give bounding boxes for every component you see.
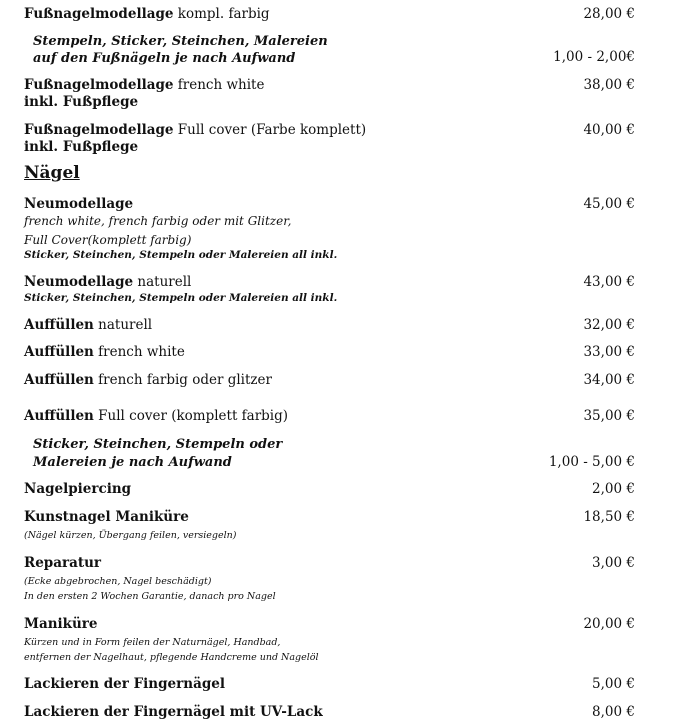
- item-manikuere-price: 20,00 €: [583, 616, 635, 632]
- naegel-extras-price: 1,00 - 5,00 €: [548, 454, 635, 470]
- item-fuss-fullcover-name: Fußnagelmodellage Full cover (Farbe komplett): [24, 122, 367, 138]
- item-neumodellage-name: Neumodellage: [24, 196, 134, 212]
- item-nagelpiercing-price: 2,00 €: [592, 481, 635, 497]
- naegel-extras-line2: Malereien je nach Aufwand: [33, 455, 232, 470]
- item-nagelpiercing-name: Nagelpiercing: [24, 481, 132, 497]
- item-manikuere-note1: Kürzen und in Form feilen der Naturnägel, Handbad,: [24, 637, 281, 648]
- item-fuss-farbig-price: 28,00 €: [583, 6, 635, 22]
- item-auffuellen-naturell-name: Auffüllen naturell: [24, 317, 153, 333]
- item-neumodellage-line3: Full Cover(komplett farbig): [24, 233, 192, 247]
- item-manikuere-name: Maniküre: [24, 616, 98, 632]
- fuss-extras-price: 1,00 - 2,00€: [553, 49, 635, 65]
- item-kunstnagel-note: (Nägel kürzen, Übergang feilen, versiegeln): [24, 530, 237, 541]
- item-neumodellage-naturell-note: Sticker, Steinchen, Stempeln oder Malereien all inkl.: [24, 292, 338, 304]
- fuss-extras-line2: auf den Fußnägeln je nach Aufwand: [33, 51, 296, 66]
- item-auffuellen-farbig-name: Auffüllen french farbig oder glitzer: [24, 372, 272, 388]
- item-fuss-french-note: inkl. Fußpflege: [24, 94, 139, 110]
- item-neumodellage-price: 45,00 €: [583, 196, 635, 212]
- fuss-extras-line1: Stempeln, Sticker, Steinchen, Malereien: [33, 34, 328, 49]
- item-lackieren-name: Lackieren der Fingernägel: [24, 676, 225, 692]
- item-auffuellen-fullcover-name: Auffüllen Full cover (komplett farbig): [24, 408, 289, 424]
- section-heading-naegel: Nägel: [24, 163, 80, 183]
- item-reparatur-note1: (Ecke abgebrochen, Nagel beschädigt): [24, 576, 212, 587]
- item-neumodellage-naturell-name: Neumodellage naturell: [24, 274, 192, 290]
- item-auffuellen-naturell-price: 32,00 €: [583, 317, 635, 333]
- item-reparatur-note2: In den ersten 2 Wochen Garantie, danach pro Nagel: [24, 591, 276, 602]
- item-kunstnagel-name: Kunstnagel Maniküre: [24, 509, 189, 525]
- item-auffuellen-french-name: Auffüllen french white: [24, 344, 185, 360]
- naegel-extras-line1: Sticker, Steinchen, Stempeln oder: [33, 437, 283, 452]
- item-fuss-french-price: 38,00 €: [583, 77, 635, 93]
- item-fuss-fullcover-note: inkl. Fußpflege: [24, 139, 139, 155]
- item-lackieren-price: 5,00 €: [592, 676, 635, 692]
- item-manikuere-note2: entfernen der Nagelhaut, pflegende Handcreme und Nagelöl: [24, 652, 319, 663]
- item-reparatur-name: Reparatur: [24, 555, 102, 571]
- item-lackieren-uv-price: 8,00 €: [592, 704, 635, 720]
- item-fuss-fullcover-price: 40,00 €: [583, 122, 635, 138]
- item-reparatur-price: 3,00 €: [592, 555, 635, 571]
- item-fuss-french-name: Fußnagelmodellage french white: [24, 77, 265, 93]
- item-kunstnagel-price: 18,50 €: [583, 509, 635, 525]
- item-neumodellage-line4: Sticker, Steinchen, Stempeln oder Malereien all inkl.: [24, 249, 338, 261]
- item-neumodellage-naturell-price: 43,00 €: [583, 274, 635, 290]
- item-auffuellen-fullcover-price: 35,00 €: [583, 408, 635, 424]
- item-auffuellen-farbig-price: 34,00 €: [583, 372, 635, 388]
- item-fuss-farbig-name: Fußnagelmodellage kompl. farbig: [24, 6, 270, 22]
- item-lackieren-uv-name: Lackieren der Fingernägel mit UV-Lack: [24, 704, 323, 720]
- item-auffuellen-french-price: 33,00 €: [583, 344, 635, 360]
- item-neumodellage-line2: french white, french farbig oder mit Glitzer,: [24, 214, 292, 228]
